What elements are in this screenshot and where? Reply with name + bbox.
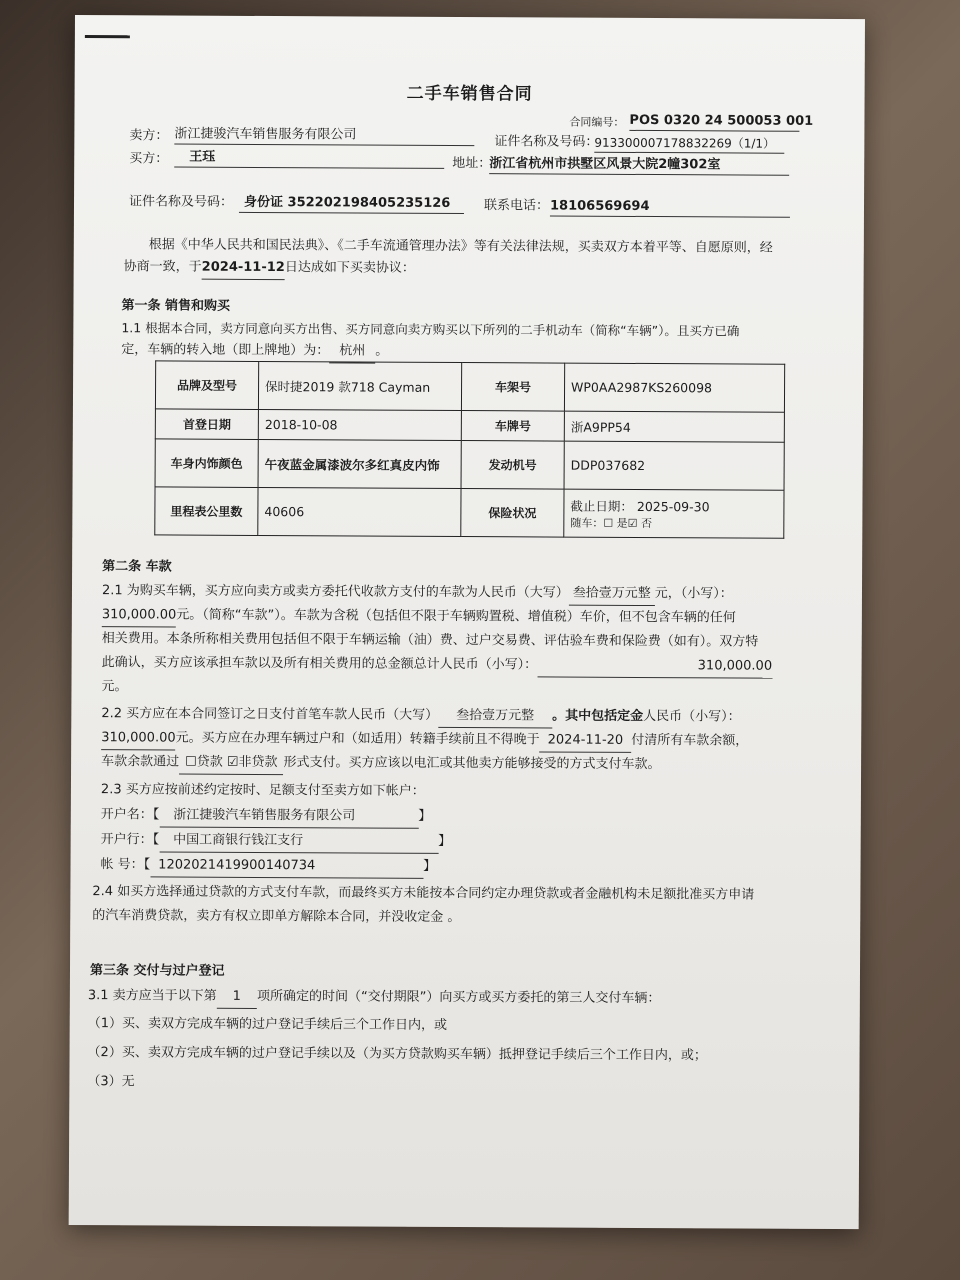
first-reg-label: 首登日期: [155, 409, 258, 440]
article-3-option-1: （1）买、卖双方完成车辆的过户登记手续后三个工作日内，或: [87, 1016, 448, 1033]
price-in-words: 叁拾壹万元整: [569, 583, 655, 606]
account-name: 浙江捷骏汽车销售服务有限公司: [159, 804, 418, 828]
article-2-2-f: 车款余款通过: [101, 754, 180, 770]
plate-value: 浙A9PP54: [564, 411, 784, 442]
insurance-deadline: 截止日期： 2025-09-30: [570, 498, 710, 514]
brand-label: 品牌及型号: [155, 361, 258, 410]
account-bank-close: 】: [438, 833, 452, 849]
color-label: 车身内饰颜色: [155, 439, 258, 488]
account-bank-label: 开户行：【: [100, 832, 160, 848]
vin-value: WP0AA2987KS260098: [564, 363, 784, 412]
brand-value: 保时捷2019 款718 Cayman: [258, 361, 461, 410]
account-number-label: 帐 号：【: [100, 857, 151, 873]
article-1-1-line-1: 1.1 根据本合同，卖方同意向买方出售、买方同意向卖方购买以下所列的二手机动车（简称“车辆”）。且买方已确: [121, 320, 740, 339]
buyer-id: 身份证 352202198405235126: [239, 194, 464, 214]
article-3-title: 第三条 交付与过户登记: [89, 963, 225, 979]
insurance-with-car: 随车：☐ 是☑ 否: [570, 516, 653, 530]
intro-line-1: 根据《中华人民共和国民法典》、《二手车流通管理办法》等有关法律法规，买卖双方本着平等、自愿原则，经: [148, 237, 773, 256]
article-2-1-b: 元，（小写）：: [654, 586, 733, 602]
article-3-1-b: 项所确定的时间（“交付期限”）向买方或买方委托的第三人交付车辆：: [256, 988, 661, 1007]
buyer-id-label: 证件名称及号码：: [128, 194, 234, 210]
seller-id: 913300007178832269（1/1）: [594, 134, 784, 154]
article-2-2-e: 付清所有车款余额，: [631, 732, 749, 749]
total-amount: 310,000.00: [537, 654, 772, 678]
phone-label: 联系电话：: [483, 198, 550, 214]
mileage-value: 40606: [258, 487, 461, 536]
payment-deadline: 2024-11-20: [540, 729, 632, 752]
pen-mark: [85, 35, 130, 38]
article-2-2-g: 形式支付。买方应该以电汇或其他卖方能够接受的方式支付车款。: [283, 755, 661, 773]
payment-method-options: ☐贷款 ☑非贷款: [179, 752, 284, 776]
article-2-2-b: 。其中包括定金: [552, 708, 644, 724]
first-payment-numeric: 310,000.00: [101, 727, 176, 750]
registration-city: 杭州: [329, 340, 375, 363]
plate-label: 车牌号: [461, 411, 564, 442]
first-payment-words: 叁拾壹万元整: [438, 705, 552, 729]
article-2-1-e: 此确认，买方应该承担车款以及所有相关费用的总金额总计人民币（小写）：: [101, 655, 538, 673]
buyer-name: 王珏: [174, 149, 444, 169]
article-2-title: 第二条 车款: [102, 559, 172, 575]
color-value: 午夜蓝金属漆波尔多红真皮内饰: [258, 439, 461, 488]
engine-value: DDP037682: [564, 441, 784, 490]
article-2-2-c: 人民币（小写）：: [643, 708, 741, 725]
delivery-item-number: 1: [217, 986, 257, 1009]
article-2-1-c: 元。（简称“车款”）。车款为含税（包括但不限于车辆购置税、增值税）车价，但不包含车辆的任何: [176, 607, 736, 626]
contract-document: 二手车销售合同 合同编号： POS 0320 24 500053 001 卖方： 浙江捷骏汽车销售服务有限公司 证件名称及号码： 913300007178832269（1/1） 买方： 王珏 地址： 浙江省杭州市拱墅区风景大院2幢302室 证件名称及号码： 身份证 352202198405235126 联系电话： 18106569694 根据《中华人民共和国民法典》、《二手车流通管理办法》等有关法律法规，买卖双方本着平等、自愿原则，经 协商一致，于2024-11-12日达成如下买卖协议： 第一条 销售和购买 1.1 根据本合同，卖方同意向买方出售、买方同意向卖方购买以下所列的二手机动车（简称“车辆”）。且买方已确 定，车辆的转入地（即上牌地）为： 杭州 。 品牌及型号 保时捷2019 款718 Cayman 车架号 WP0AA2987KS260098 首登日期 2018-10-08 车牌号 浙A9PP54 车身内饰颜色 午夜蓝金属漆波尔多红真皮内饰 发动机号 DDP037682 里程表公里数 40606 保险状况 截止日期： 2025-09-30 随车：☐ 是☑ 否 第二条 车款 2.1 为购买车辆，买方应向卖方或卖方委托代收款方支付的车款为人民币（大写） 叁拾壹万元整 元，（小写）： 310,000.00元。（简称“车款”）。车款为含税（包括但不限于车辆购置税、增值税）车价，但不包含车辆的任何 相关费用。本条所称相关费用包括但不限于车辆运输（油）费、过户交易费、评估验车费和保险费（如有）。双方特 此确认，买方应该承担车款以及所有相关费用的总金额总计人民币（小写）： 310,000.00 元。 2.2 买方应在本合同签订之日支付首笔车款人民币（大写） 叁拾壹万元整 。其中包括定金人民币（小写）： 310,000.00元。买方应在办理车辆过户和（如适用）转籍手续前且不得晚于 2024-11-20 付清所有车款余额， 车款余款通过 ☐贷款 ☑非贷款 形式支付。买方应该以电汇或其他卖方能够接受的方式支付车款。 2.3 买方应按前述约定按时、足额支付至卖方如下帐户： 开户名：【 浙江捷骏汽车销售服务有限公司 】 开户行：【 中国工商银行钱江支行 】 帐 号：【 1202021419900140734 】 2.4 如买方选择通过贷款的方式支付车款，而最终买方未能按本合同约定办理贷款或者金融机构未足额批准买方申请 的汽车消费贷款，卖方有权立即单方解除本合同，并没收定金 。 第三条 交付与过户登记 3.1 卖方应当于以下第 1 项所确定的时间（“交付期限”）向买方或买方委托的第三人交付车辆： （1）买、卖双方完成车辆的过户登记手续后三个工作日内，或 （2）买、卖双方完成车辆的过户登记手续以及（为买方贷款购买车辆）抵押登记手续后三个工作日内，或； （3）无: [69, 15, 865, 1229]
intro-date: 2024-11-12: [202, 257, 285, 280]
account-number-close: 】: [423, 858, 437, 874]
account-name-close: 】: [418, 808, 432, 824]
article-2-4-a: 2.4 如买方选择通过贷款的方式支付车款，而最终买方未能按本合同约定办理贷款或者金融机构未足额批准买方申请: [92, 884, 755, 903]
article-2-4-b: 的汽车消费贷款，卖方有权立即单方解除本合同，并没收定金 。: [92, 908, 461, 926]
article-3-option-3: （3）无: [87, 1074, 135, 1090]
account-name-label: 开户名：【: [100, 807, 160, 823]
insurance-label: 保险状况: [461, 489, 564, 538]
article-2-2-d: 元。买方应在办理车辆过户和（如适用）转籍手续前且不得晚于: [175, 730, 540, 748]
address: 浙江省杭州市拱墅区风景大院2幢302室: [489, 155, 789, 176]
intro-line-2a: 协商一致，于: [123, 259, 202, 275]
phone: 18106569694: [550, 197, 790, 217]
account-number: 1202021419900140734: [150, 854, 423, 878]
article-2-1-f: 元。: [101, 679, 128, 695]
address-label: 地址：: [452, 155, 492, 172]
seller-label: 卖方：: [129, 128, 169, 144]
seller-name: 浙江捷骏汽车销售服务有限公司: [174, 126, 474, 147]
account-bank: 中国工商银行钱江支行: [159, 829, 438, 853]
vin-label: 车架号: [461, 363, 564, 412]
engine-label: 发动机号: [461, 441, 564, 490]
first-reg-value: 2018-10-08: [258, 409, 461, 440]
article-3-option-2: （2）买、卖双方完成车辆的过户登记手续以及（为买方贷款购买车辆）抵押登记手续后三个工作日内，或；: [87, 1045, 707, 1064]
intro-line-2b: 日达成如下买卖协议：: [284, 260, 415, 276]
mileage-label: 里程表公里数: [155, 487, 258, 536]
article-2-3: 2.3 买方应按前述约定按时、足额支付至卖方如下帐户：: [100, 782, 425, 799]
document-title: 二手车销售合同: [406, 83, 533, 105]
contract-number: POS 0320 24 500053 001: [629, 112, 799, 132]
article-2-2-a: 2.2 买方应在本合同签订之日支付首笔车款人民币（大写）: [101, 706, 439, 723]
article-3-1-a: 3.1 卖方应当于以下第: [87, 988, 217, 1004]
article-2-1-a: 2.1 为购买车辆，买方应向卖方或卖方委托代收款方支付的车款为人民币（大写）: [101, 583, 569, 601]
price-numeric: 310,000.00: [102, 604, 177, 627]
article-1-1-line-2: 定，车辆的转入地（即上牌地）为：: [121, 342, 330, 359]
seller-id-label: 证件名称及号码：: [494, 134, 599, 150]
vehicle-info-table: [154, 360, 785, 538]
article-2-1-d: 相关费用。本条所称相关费用包括但不限于车辆运输（油）费、过户交易费、评估验车费和保险费（如有）。双方特: [101, 631, 759, 650]
contract-number-label: 合同编号：: [569, 115, 625, 129]
buyer-label: 买方：: [129, 151, 169, 167]
article-1-title: 第一条 销售和购买: [121, 298, 231, 314]
